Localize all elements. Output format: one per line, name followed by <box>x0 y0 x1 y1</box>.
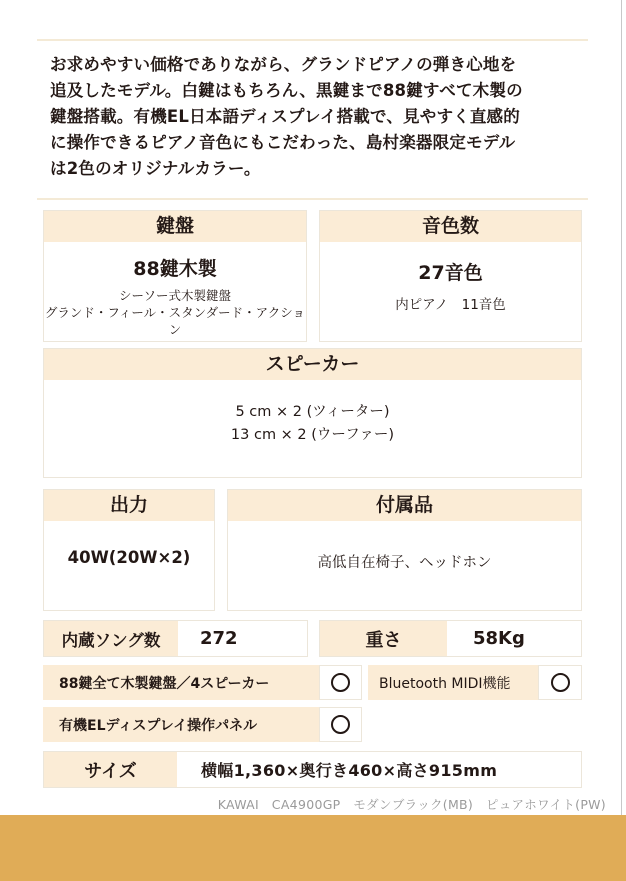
keyboard-main: 88鍵木製 <box>133 258 217 280</box>
weight-value: 58Kg <box>473 628 525 649</box>
circle-mark-icon <box>331 673 350 692</box>
accessories-heading: 付属品 <box>228 490 581 521</box>
feature-check-cell <box>319 707 362 742</box>
keyboard-sub: シーソー式木製鍵盤 <box>118 288 231 303</box>
intro-line: お求めやすい価格でありながら、グランドピアノの弾き心地を <box>50 55 517 74</box>
size-value: 横幅1,360×奥行き460×高さ915mm <box>201 761 498 780</box>
tones-card <box>319 210 582 342</box>
keyboard-action: グランド・フィール・スタンダード・アクション <box>44 305 306 337</box>
songs-value: 272 <box>200 628 238 649</box>
output-heading: 出力 <box>44 490 214 521</box>
frame-edge <box>621 0 622 815</box>
intro-line: は2色のオリジナルカラー。 <box>50 159 261 178</box>
speaker-tweeter: 5 cm × 2 (ツィーター) <box>235 404 390 420</box>
weight-label: 重さ <box>320 621 447 656</box>
weight-row <box>319 620 582 657</box>
tones-sub: 内ピアノ 11音色 <box>395 297 506 313</box>
tones-main: 27音色 <box>418 262 483 284</box>
feature-check-cell <box>538 665 582 700</box>
keyboard-card <box>43 210 307 342</box>
output-card <box>43 489 215 611</box>
speaker-woofer: 13 cm × 2 (ウーファー) <box>230 427 395 443</box>
songs-row <box>43 620 308 657</box>
intro-line: に操作できるピアノ音色にもこだわった、島村楽器限定モデル <box>50 133 516 152</box>
size-label: サイズ <box>44 752 177 787</box>
feature-label: 有機ELディスプレイ操作パネル <box>43 707 319 742</box>
circle-mark-icon <box>331 715 350 734</box>
feature-label: 88鍵全て木製鍵盤／4スピーカー <box>43 665 319 700</box>
output-value: 40W(20W×2) <box>67 548 191 567</box>
top-divider <box>37 39 588 41</box>
feature-oled-panel <box>43 707 362 742</box>
feature-label: Bluetooth MIDI機能 <box>368 665 538 700</box>
feature-check-cell <box>319 665 362 700</box>
speaker-card <box>43 348 582 478</box>
size-row <box>43 751 582 788</box>
accessories-card <box>227 489 582 611</box>
intro-paragraph <box>50 52 590 182</box>
mid-divider <box>37 198 588 200</box>
intro-line: 鍵盤搭載。有機EL日本語ディスプレイ搭載で、見やすく直感的 <box>50 107 520 126</box>
feature-wooden-keys <box>43 665 362 700</box>
intro-line: 追及したモデル。白鍵はもちろん、黒鍵まで88鍵すべて木製の <box>50 81 523 100</box>
feature-bluetooth-midi <box>368 665 582 700</box>
speaker-heading: スピーカー <box>44 349 581 380</box>
circle-mark-icon <box>551 673 570 692</box>
keyboard-heading: 鍵盤 <box>44 211 306 242</box>
model-caption: KAWAI CA4900GP モダンブラック(MB) ピュアホワイト(PW) <box>217 797 606 812</box>
accessories-value: 高低自在椅子、ヘッドホン <box>317 555 492 571</box>
footer-accent-band <box>0 815 626 881</box>
tones-heading: 音色数 <box>320 211 581 242</box>
songs-label: 内蔵ソング数 <box>44 621 178 656</box>
